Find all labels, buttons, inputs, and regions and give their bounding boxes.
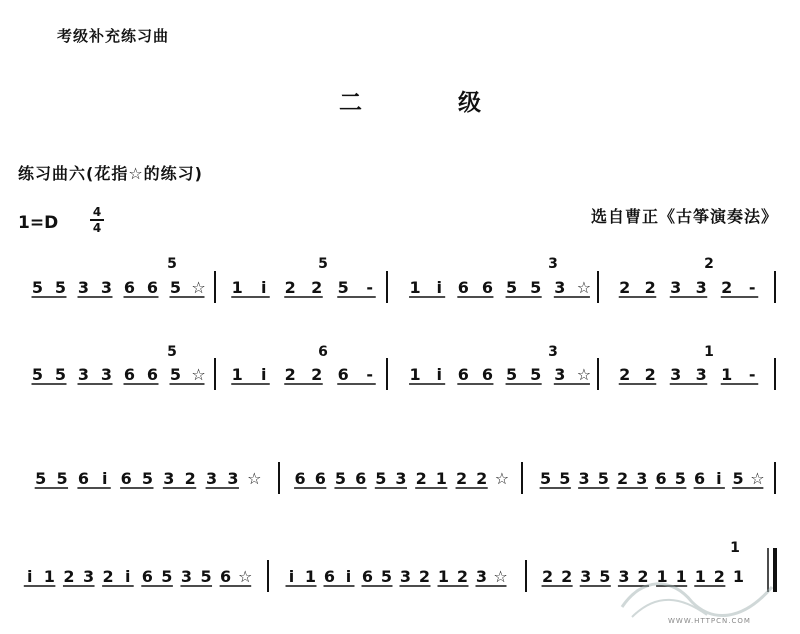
- score-note: 3: [578, 469, 590, 488]
- score-note: 2: [455, 469, 468, 488]
- score-note: 1: [732, 567, 745, 586]
- score-note: 6: [141, 567, 153, 586]
- score-note: 1: [409, 365, 421, 384]
- score-note: i: [102, 469, 108, 488]
- score-note: 1: [435, 469, 447, 488]
- watermark-text: WWW.HTTPCN.COM: [668, 617, 751, 625]
- score-note: ☆: [191, 278, 206, 297]
- score-note: 6: [120, 469, 132, 488]
- score-note: 5: [54, 365, 67, 384]
- score-note: 6: [694, 469, 706, 488]
- score-note: 5: [599, 567, 611, 586]
- score-note: 1: [304, 567, 317, 586]
- key-signature: 1=D: [18, 213, 59, 233]
- score-note: i: [436, 365, 442, 384]
- score-note: 2: [619, 278, 631, 297]
- score-note: 2: [721, 278, 733, 297]
- score-note: 5: [380, 567, 393, 586]
- score-note: 3: [227, 469, 239, 488]
- score-note: 6: [481, 365, 494, 384]
- score-note: 1: [656, 567, 668, 586]
- score-note: 6: [457, 365, 469, 384]
- upper-note: 6: [318, 344, 328, 360]
- score-note: 3: [554, 278, 566, 297]
- score-note: 3: [554, 365, 566, 384]
- score-note: 1: [675, 567, 687, 586]
- score-note: 3: [695, 278, 707, 297]
- score-note: 6: [457, 278, 469, 297]
- upper-note: 2: [704, 256, 714, 272]
- score-note: 5: [337, 278, 349, 297]
- score-note: 5: [597, 469, 609, 488]
- meter-bottom: 4: [92, 221, 102, 235]
- score-note: 3: [163, 469, 175, 488]
- score-note: 5: [559, 469, 571, 488]
- score-note: 2: [637, 567, 649, 586]
- score-note: 5: [334, 469, 347, 488]
- score-note: 5: [161, 567, 173, 586]
- score-note: 2: [713, 567, 725, 586]
- score-note: 5: [375, 469, 387, 488]
- score-note: 3: [180, 567, 193, 586]
- score-note: 1: [437, 567, 450, 586]
- score-note: 3: [77, 278, 90, 297]
- score-note: i: [261, 365, 267, 384]
- score-note: 6: [314, 469, 326, 488]
- upper-note: 3: [548, 256, 558, 272]
- upper-note: 1: [730, 540, 740, 556]
- score-note: i: [288, 567, 295, 586]
- score-note: 2: [617, 469, 629, 488]
- score-note: 5: [200, 567, 212, 586]
- score-note: 3: [475, 567, 488, 586]
- score-note: ☆: [494, 469, 510, 488]
- score-note: i: [261, 278, 267, 297]
- score-note: ☆: [247, 469, 262, 488]
- score-note: 2: [541, 567, 554, 586]
- score-note: 5: [674, 469, 686, 488]
- score-note: 5: [56, 469, 68, 488]
- score-note: i: [716, 469, 722, 488]
- score-note: ☆: [238, 567, 253, 586]
- score-note: 6: [655, 469, 667, 488]
- score-note: i: [436, 278, 442, 297]
- score-note: 3: [670, 365, 682, 384]
- score-note: 2: [644, 365, 656, 384]
- score-note: 6: [220, 567, 232, 586]
- score-note: 5: [732, 469, 744, 488]
- score-note: 2: [284, 278, 296, 297]
- score-note: 3: [670, 278, 682, 297]
- score-note: 1: [43, 567, 55, 586]
- etude-title: 练习曲六(花指☆的练习): [18, 164, 203, 183]
- score-note: 1: [694, 567, 706, 586]
- book-title: 考级补充练习曲: [57, 27, 170, 45]
- score-note: 1: [409, 278, 421, 297]
- score-note: 6: [481, 278, 494, 297]
- score-note: 6: [146, 365, 159, 384]
- score-note: ☆: [750, 469, 765, 488]
- score-note: 3: [636, 469, 648, 488]
- score-note: 2: [415, 469, 427, 488]
- score-note: 2: [619, 365, 631, 384]
- score-note: 5: [141, 469, 154, 488]
- score-note: 2: [311, 278, 323, 297]
- score-note: 1: [231, 278, 243, 297]
- score-note: 2: [456, 567, 469, 586]
- score-note: -: [366, 278, 374, 297]
- score-note: -: [748, 278, 756, 297]
- score-note: 3: [618, 567, 630, 586]
- score-note: 6: [294, 469, 306, 488]
- upper-note: 5: [167, 256, 177, 272]
- score-note: 5: [540, 469, 552, 488]
- score-note: 5: [530, 365, 542, 384]
- score-note: 3: [100, 365, 113, 384]
- score-note: ☆: [191, 365, 206, 384]
- score-note: 6: [77, 469, 89, 488]
- score-note: 2: [184, 469, 196, 488]
- score-note: 2: [311, 365, 323, 384]
- score-note: 1: [721, 365, 733, 384]
- score-note: 3: [77, 365, 90, 384]
- score-note: 5: [31, 278, 44, 297]
- grade-title: 二 级: [339, 90, 526, 116]
- score-note: 6: [123, 365, 136, 384]
- score-note: 6: [361, 567, 374, 586]
- upper-note: 5: [318, 256, 328, 272]
- score-note: 6: [123, 278, 136, 297]
- score-note: 3: [395, 469, 407, 488]
- score-note: 3: [695, 365, 707, 384]
- score-note: ☆: [576, 278, 592, 297]
- score-note: i: [27, 567, 33, 586]
- score-note: 2: [476, 469, 488, 488]
- score-note: 3: [580, 567, 592, 586]
- score-note: 5: [169, 365, 182, 384]
- score-note: ☆: [576, 365, 592, 384]
- score-note: 5: [54, 278, 67, 297]
- score-note: -: [366, 365, 374, 384]
- score-note: 2: [561, 567, 573, 586]
- score-note: -: [748, 365, 756, 384]
- score-note: 5: [35, 469, 47, 488]
- score-note: 6: [323, 567, 336, 586]
- upper-note: 3: [548, 344, 558, 360]
- score-note: 2: [418, 567, 431, 586]
- score-note: 2: [644, 278, 656, 297]
- score-note: 5: [505, 278, 518, 297]
- upper-note: 1: [704, 344, 714, 360]
- score-note: ☆: [493, 567, 508, 586]
- score-note: 6: [355, 469, 367, 488]
- score-note: 6: [337, 365, 349, 384]
- score-note: 5: [530, 278, 542, 297]
- score-note: 5: [31, 365, 44, 384]
- score-note: 3: [100, 278, 113, 297]
- score-note: i: [124, 567, 131, 586]
- score-note: 5: [169, 278, 182, 297]
- score-note: 2: [102, 567, 114, 586]
- score-note: 2: [284, 365, 296, 384]
- score-note: 6: [146, 278, 159, 297]
- upper-note: 5: [167, 344, 177, 360]
- meter-top: 4: [92, 205, 102, 219]
- score-note: 2: [63, 567, 75, 586]
- score-note: 3: [206, 469, 218, 488]
- score-note: 3: [399, 567, 412, 586]
- score-note: 1: [231, 365, 243, 384]
- score-note: 5: [505, 365, 518, 384]
- score-note: 3: [82, 567, 95, 586]
- score-note: i: [345, 567, 352, 586]
- source-attribution: 选自曹正《古筝演奏法》: [590, 207, 778, 226]
